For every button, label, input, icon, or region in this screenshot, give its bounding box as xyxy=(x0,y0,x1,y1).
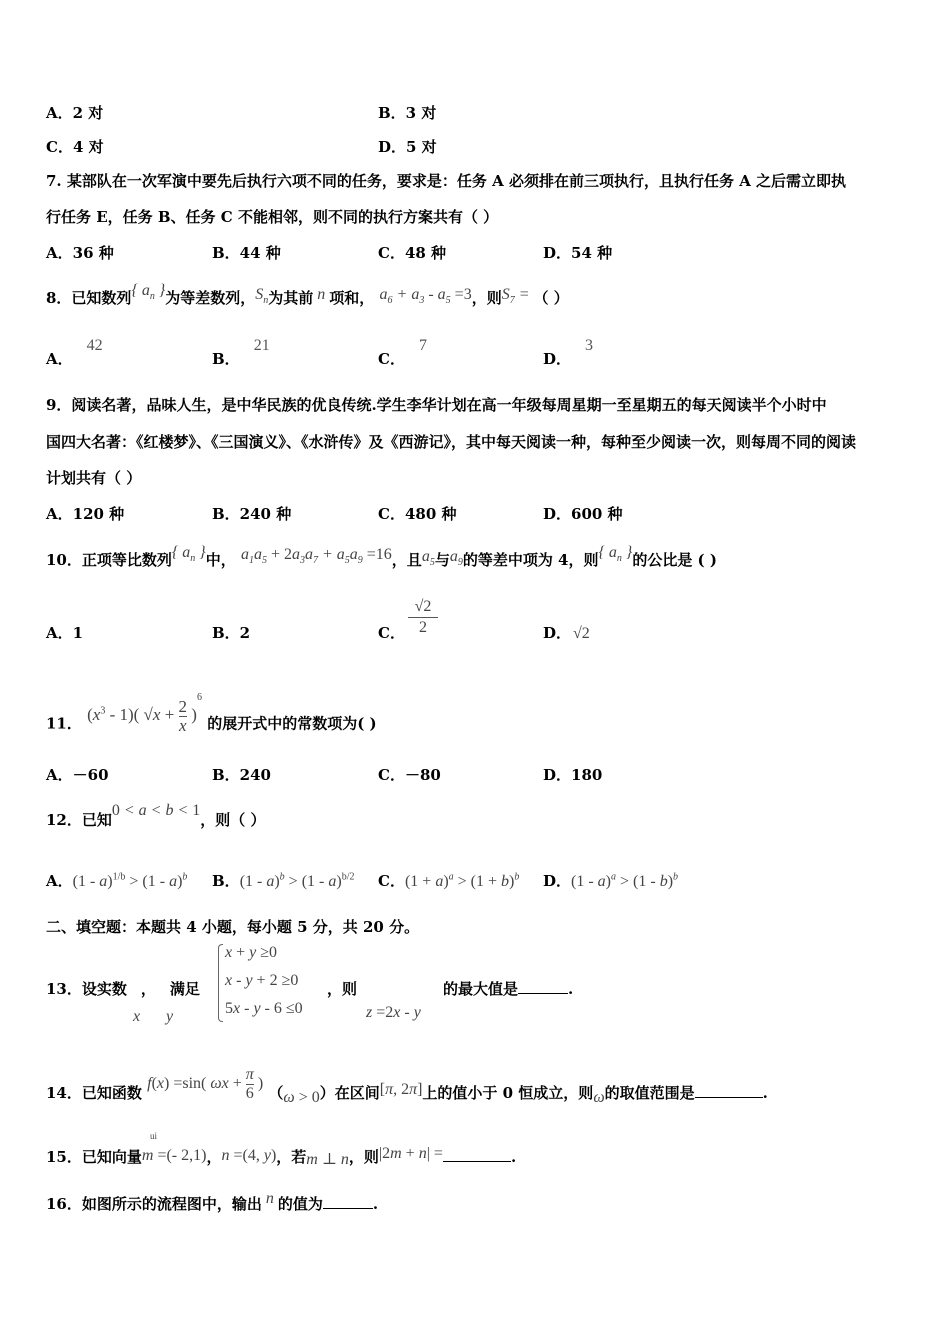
q7-line1: 7. 某部队在一次军演中要先后执行六项不同的任务，要求是：任务 A 必须排在前三项执行，且执行任务 A 之后需立即执 xyxy=(46,172,847,190)
q10-option-d-value: √2 xyxy=(573,625,590,642)
q13-var-x: x xyxy=(133,1008,141,1025)
q7-option-b: B．44 种 xyxy=(212,244,281,262)
q9-line1: 9．阅读名著，品味人生，是中华民族的优良传统.学生李华计划在高一年级每周星期一至星期五的每天阅读半个小时中 xyxy=(46,396,827,414)
q8-stem: 8．已知数列{ $a_n$ }为等差数列，$S_n$为其前 n 项和， $a_6 + a_3 - a_5 =3$，则$S_7$ = （ ） xyxy=(46,282,569,307)
q13-brace xyxy=(218,944,223,1022)
q9-option-c: C．480 种 xyxy=(378,505,457,523)
q7-option-c: C．48 种 xyxy=(378,244,447,262)
q11-option-d: D．180 xyxy=(543,766,603,784)
q7-option-a: A．36 种 xyxy=(46,244,114,262)
q10-option-c-fraction: √2 2 xyxy=(408,597,438,638)
q13-stem: 13．设实数 ， 满足 xyxy=(46,980,200,998)
q8-option-a: A．42 xyxy=(46,337,103,368)
q9-line2: 国四大名著：《红楼梦》、《三国演义》、《水浒传》及《西游记》，其中每天阅读一种，每种至少阅读一次，则每周不同的阅读 xyxy=(46,433,857,451)
q7-option-d: D．54 种 xyxy=(543,244,613,262)
q6-option-c: C．4 对 xyxy=(46,138,104,156)
q6-option-d: D．5 对 xyxy=(378,138,437,156)
q11-stem: 11． $(x^3 - 1)$( √x + $\frac{2}{x}$ )$^6$ 的展开式中的常数项为( ) xyxy=(46,691,377,735)
q10-option-a: A．1 xyxy=(46,624,84,642)
q12-stem: 12．已知0 < a < b < 1，则（ ） xyxy=(46,802,266,829)
q9-option-a: A．120 种 xyxy=(46,505,125,523)
q15-vector-arrow: ui xyxy=(150,1131,158,1141)
q16-stem: 16．如图所示的流程图中，输出 n 的值为 . xyxy=(46,1190,379,1213)
q10-option-d: D． xyxy=(543,624,572,642)
q6-option-a: A．2 对 xyxy=(46,104,104,122)
q12-option-d: D．(1 - a)$^a$ > (1 - b)$^b$ xyxy=(543,871,679,890)
section-2-heading: 二、填空题：本题共 4 小题，每小题 5 分，共 20 分。 xyxy=(46,918,420,936)
q11-option-a: A．－60 xyxy=(46,766,109,784)
q13-tail: 的最大值是 . xyxy=(443,980,574,998)
q10-stem: 10．正项等比数列{ $a_n$ }中， $a_1a_5 + 2a_3a_7 + a_5a_9 =16$，且$a_5$与$a_9$的等差中项为 4，则{ $a_n$ }的公比是 ( ) xyxy=(46,544,717,569)
q8-option-c: C．7 xyxy=(378,337,427,368)
q13-constraints: x + y ≥0 x - y + 2 ≥0 5x - y - 6 ≤0 xyxy=(225,944,303,1017)
q9-line3: 计划共有（ ） xyxy=(46,469,142,487)
q13-var-y: y xyxy=(166,1008,174,1025)
q7-line2: 行任务 E，任务 B、任务 C 不能相邻，则不同的执行方案共有（ ） xyxy=(46,208,499,226)
q10-option-c: C． xyxy=(378,624,405,642)
q13-then: ，则 xyxy=(327,980,358,998)
q12-option-a: A．(1 - a)$^{1/b}$ > (1 - a)$^b$ xyxy=(46,871,188,890)
q8-option-d: D．3 xyxy=(543,337,594,368)
q10-option-b: B．2 xyxy=(212,624,251,642)
q14-stem: 14．已知函数 f(x) =sin( ωx + $\frac{\pi}{6}$ ) （ω > 0）在区间[π, 2π]上的值小于 0 恒成立，则ω的取值范围是 . xyxy=(46,1066,768,1107)
q12-option-c: C．$(1 + a)^a > (1 + b)^b$ xyxy=(378,871,520,890)
q9-option-b: B．240 种 xyxy=(212,505,292,523)
q8-option-b: B．21 xyxy=(212,337,270,368)
q13-objective: z =2x - y xyxy=(366,1004,421,1021)
q11-option-b: B．240 xyxy=(212,766,271,784)
q15-stem: 15．已知向量m =(- 2,1)，n =(4, y)，若m ⊥ n，则|2m + n| = . xyxy=(46,1145,517,1168)
q9-option-d: D．600 种 xyxy=(543,505,623,523)
q6-option-b: B．3 对 xyxy=(378,104,437,122)
q12-option-b: B．(1 - a)$^b$ > (1 - a)$^{b/2}$ xyxy=(212,871,355,890)
q11-option-c: C．－80 xyxy=(378,766,441,784)
